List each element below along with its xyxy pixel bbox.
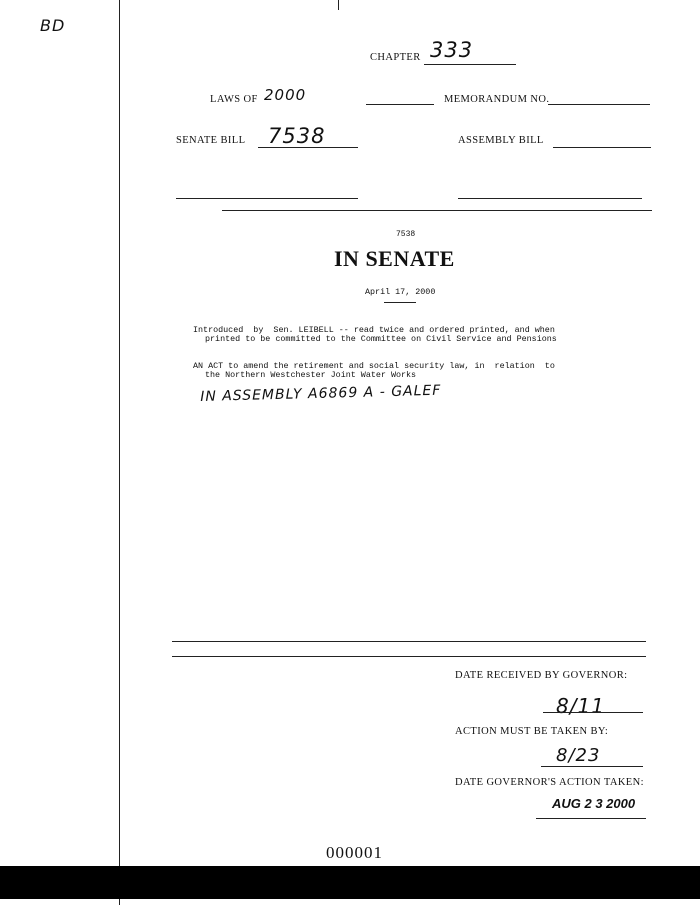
date-received-value: 8/11 (556, 694, 605, 718)
intro-line-2: printed to be committed to the Committee on Civil Service and Pensions (205, 334, 557, 344)
rule-under-header (222, 210, 652, 211)
action-by-value: 8/23 (556, 745, 601, 766)
date-received-label: DATE RECEIVED BY GOVERNOR: (455, 670, 628, 681)
action-taken-label: DATE GOVERNOR'S ACTION TAKEN: (455, 777, 644, 788)
action-by-line (541, 766, 643, 767)
chapter-blank (424, 64, 516, 65)
top-tick (338, 0, 339, 10)
left-margin-rule (119, 0, 120, 905)
intro-line-1: Introduced by Sen. LEIBELL -- read twice and ordered printed, and when (193, 325, 555, 335)
memorandum-blank (548, 104, 650, 105)
memorandum-label: MEMORANDUM NO. (444, 94, 550, 105)
assembly-bill-blank (553, 147, 651, 148)
page-number: 000001 (326, 843, 383, 862)
act-line-1: AN ACT to amend the retirement and social security law, in relation to (193, 361, 555, 371)
page-heading: IN SENATE (334, 246, 455, 271)
assembly-note: IN ASSEMBLY A6869 A - GALEF (200, 382, 442, 405)
blank-line-left (176, 198, 358, 199)
bottom-rule-2 (172, 656, 646, 657)
senate-bill-blank (258, 147, 358, 148)
laws-of-value: 2000 (264, 86, 307, 104)
bill-date: April 17, 2000 (365, 287, 436, 297)
margin-rule-bottom (119, 899, 120, 905)
act-line-2: the Northern Westchester Joint Water Works (205, 370, 417, 380)
date-underline (384, 302, 416, 303)
action-taken-stamp: AUG 2 3 2000 (552, 796, 636, 811)
date-received-line (543, 712, 643, 713)
action-taken-line (536, 818, 646, 819)
chapter-value: 333 (430, 38, 474, 62)
margin-note: BD (40, 16, 66, 35)
chapter-label: CHAPTER (370, 52, 421, 63)
scan-border-bar (0, 866, 700, 899)
laws-of-label: LAWS OF (210, 94, 258, 105)
laws-blank (366, 104, 434, 105)
senate-bill-value: 7538 (268, 124, 326, 148)
bill-number: 7538 (396, 230, 416, 239)
blank-line-right (458, 198, 642, 199)
assembly-bill-label: ASSEMBLY BILL (458, 135, 544, 146)
bottom-rule-1 (172, 641, 646, 642)
action-by-label: ACTION MUST BE TAKEN BY: (455, 726, 609, 737)
senate-bill-label: SENATE BILL (176, 135, 246, 146)
